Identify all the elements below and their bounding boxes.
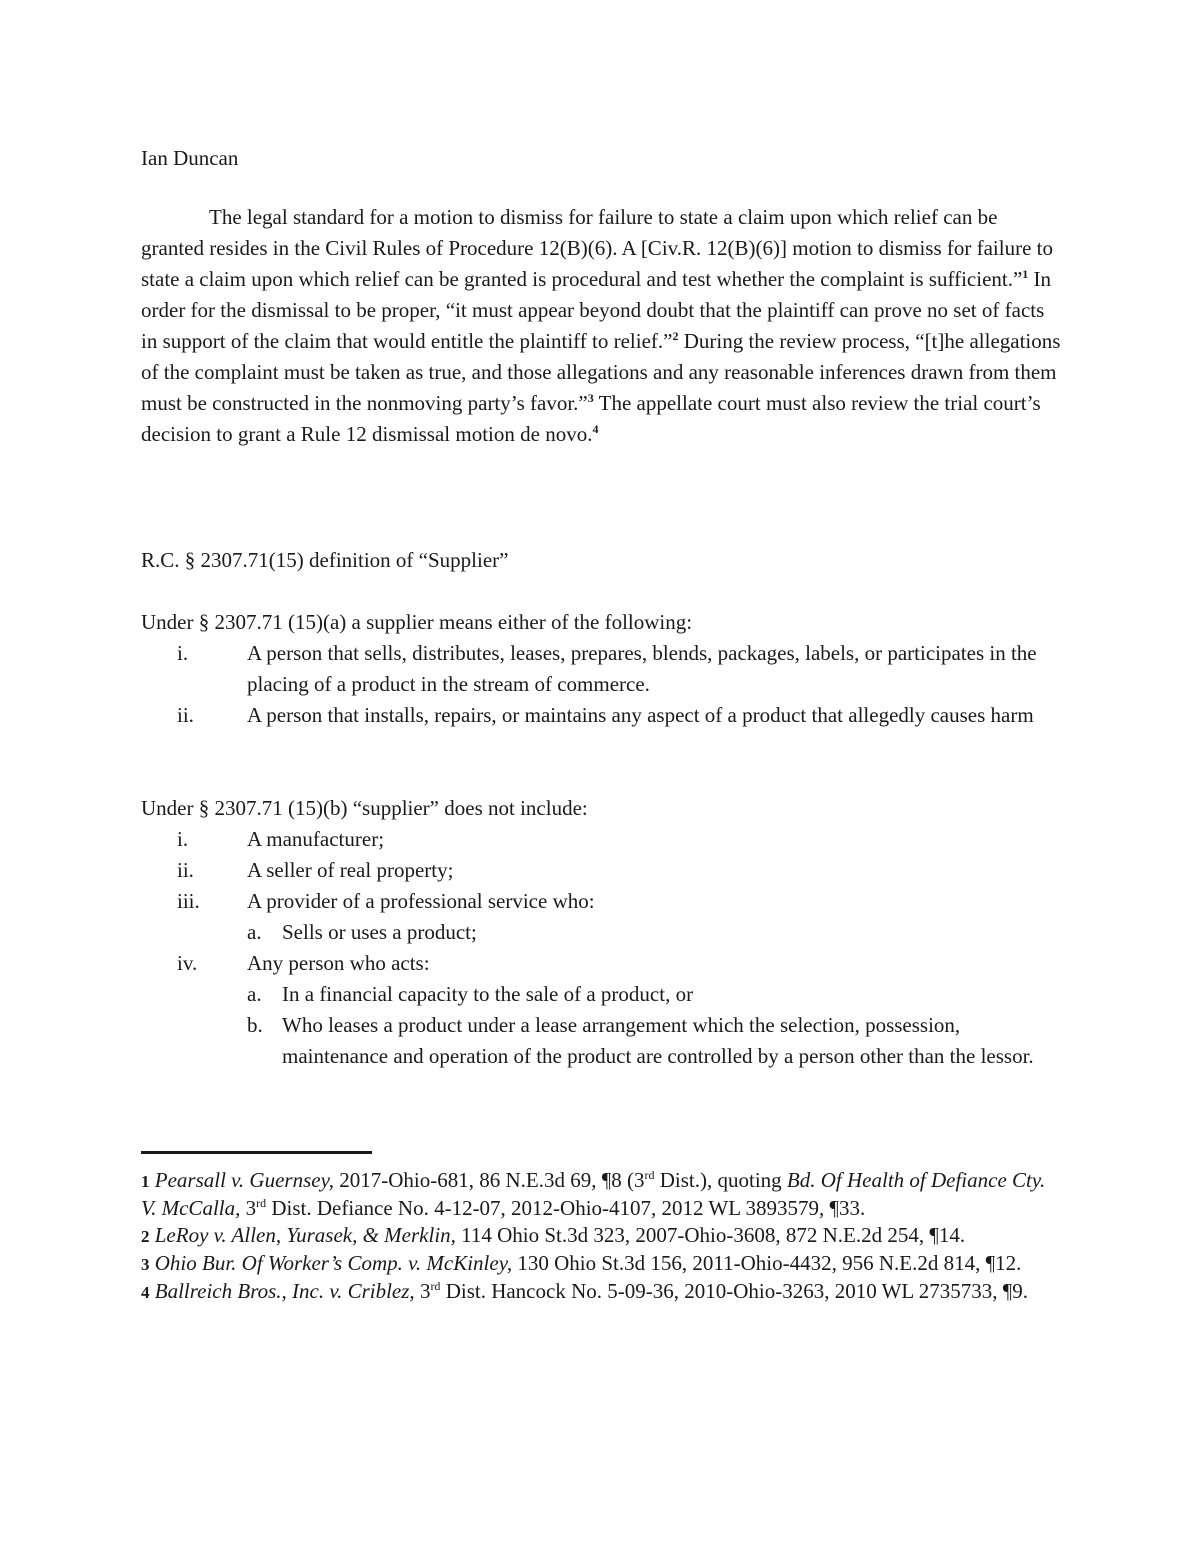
citation-text: 114 Ohio St.3d 323, 2007-Ohio-3608, 872 N.E.2d 254, ¶14.: [455, 1223, 966, 1247]
ordinal-suffix: rd: [430, 1279, 441, 1293]
sub-list-item-text: Who leases a product under a lease arrangement which the selection, possession, maintenance and operation of the product are controlled by a person other than the lessor.: [282, 1013, 1034, 1068]
footnote-1: [141, 1167, 1061, 1222]
paragraph-text-1: The legal standard for a motion to dismiss for failure to state a claim upon which relief can be granted resides in the Civil Rules of Procedure 12(B)(6). A [Civ.R. 12(B)(6)] motion to dismiss for failure to state a claim upon which relief can be granted is procedural and test whether the complaint is sufficient.”: [141, 205, 1053, 291]
citation-text: 3: [414, 1279, 431, 1303]
citation-text: 3: [240, 1196, 257, 1220]
paragraph-text-3: During the review process, “[t]he allegations of the complaint must be taken as true, and those allegations and any reasonable inferences drawn from them must be constructed in the nonmoving party’s favor.”: [141, 329, 1061, 415]
list-item: [141, 824, 1061, 855]
footnote-mark: 4: [141, 1283, 150, 1302]
case-name: Bd. Of Health of Defiance Cty. V. McCalla,: [141, 1168, 1046, 1220]
ordinal-suffix: rd: [644, 1168, 655, 1182]
sub-list-item-text: Sells or uses a product;: [282, 920, 477, 944]
case-name: LeRoy v. Allen, Yurasek, & Merklin,: [154, 1223, 456, 1247]
section-b-list: [141, 824, 1061, 1072]
section-b-intro: Under § 2307.71 (15)(b) “supplier” does not include:: [141, 796, 588, 820]
footnote-2: [141, 1222, 1061, 1250]
footnote-ref-4[interactable]: 4: [592, 422, 599, 436]
section-a-list: [141, 638, 1061, 731]
footnote-4: [141, 1278, 1061, 1306]
list-item-number: i.: [177, 827, 189, 851]
footnote-separator: [141, 1151, 372, 1154]
sub-list-item: [247, 1010, 1061, 1072]
sub-list-item-letter: a.: [247, 982, 262, 1006]
citation-text: 2017-Ohio-681, 86 N.E.3d 69, ¶8 (3: [334, 1168, 645, 1192]
list-item-text: Any person who acts:: [247, 951, 430, 975]
sub-list-item-letter: a.: [247, 920, 262, 944]
footnote-3: [141, 1250, 1061, 1278]
citation-text: Dist.), quoting: [654, 1168, 787, 1192]
list-item-text: A person that sells, distributes, leases, prepares, blends, packages, labels, or participates in the placing of a product in the stream of commerce.: [247, 641, 1037, 696]
footnote-ref-3[interactable]: 3: [587, 391, 594, 405]
footnote-mark: 3: [141, 1255, 150, 1274]
citation-text: 130 Ohio St.3d 156, 2011-Ohio-4432, 956 N.E.2d 814, ¶12.: [512, 1251, 1022, 1275]
list-item-number: ii.: [177, 858, 194, 882]
list-item-number: i.: [177, 641, 189, 665]
section-heading: R.C. § 2307.71(15) definition of “Supplier”: [141, 548, 509, 572]
author-name: Ian Duncan: [141, 146, 239, 170]
footnote-mark: 1: [141, 1172, 150, 1191]
footnote-ref-1[interactable]: 1: [1022, 267, 1029, 281]
list-item: [141, 886, 1061, 917]
sub-list-item-letter: b.: [247, 1013, 263, 1037]
section-a-intro: Under § 2307.71 (15)(a) a supplier means either of the following:: [141, 610, 693, 634]
list-item: [141, 638, 1061, 700]
sub-list-item-text: In a financial capacity to the sale of a product, or: [282, 982, 694, 1006]
list-item-number: ii.: [177, 703, 194, 727]
list-item-text: A manufacturer;: [247, 827, 385, 851]
citation-text: Dist. Defiance No. 4-12-07, 2012-Ohio-4107, 2012 WL 3893579, ¶33.: [266, 1196, 866, 1220]
citation-text: Dist. Hancock No. 5-09-36, 2010-Ohio-3263, 2010 WL 2735733, ¶9.: [440, 1279, 1028, 1303]
list-item-text: A seller of real property;: [247, 858, 454, 882]
paragraph-text-4: The appellate court must also review the trial court’s decision to grant a Rule 12 dismissal motion de novo.: [141, 391, 1041, 446]
ordinal-suffix: rd: [256, 1196, 267, 1210]
sub-list-item: [247, 979, 1061, 1010]
footnotes: [141, 1167, 1061, 1306]
list-item: [141, 948, 1061, 979]
footnote-mark: 2: [141, 1227, 150, 1246]
case-name: Ballreich Bros., Inc. v. Criblez,: [154, 1279, 415, 1303]
list-item-text: A person that installs, repairs, or maintains any aspect of a product that allegedly causes harm: [247, 703, 1034, 727]
footnote-ref-2[interactable]: 2: [672, 329, 679, 343]
paragraph-text-2: In order for the dismissal to be proper, “it must appear beyond doubt that the plaintiff can prove no set of facts in support of the claim that would entitle the plaintiff to relief.”: [141, 267, 1052, 353]
list-item: [141, 700, 1061, 731]
list-item-text: A provider of a professional service who:: [247, 889, 595, 913]
list-item-number: iii.: [177, 889, 200, 913]
list-item-number: iv.: [177, 951, 198, 975]
list-item: [141, 855, 1061, 886]
case-name: Ohio Bur. Of Worker’s Comp. v. McKinley,: [154, 1251, 513, 1275]
case-name: Pearsall v. Guernsey,: [154, 1168, 334, 1192]
body-paragraph: [141, 202, 1061, 450]
sub-list-item: [247, 917, 1061, 948]
